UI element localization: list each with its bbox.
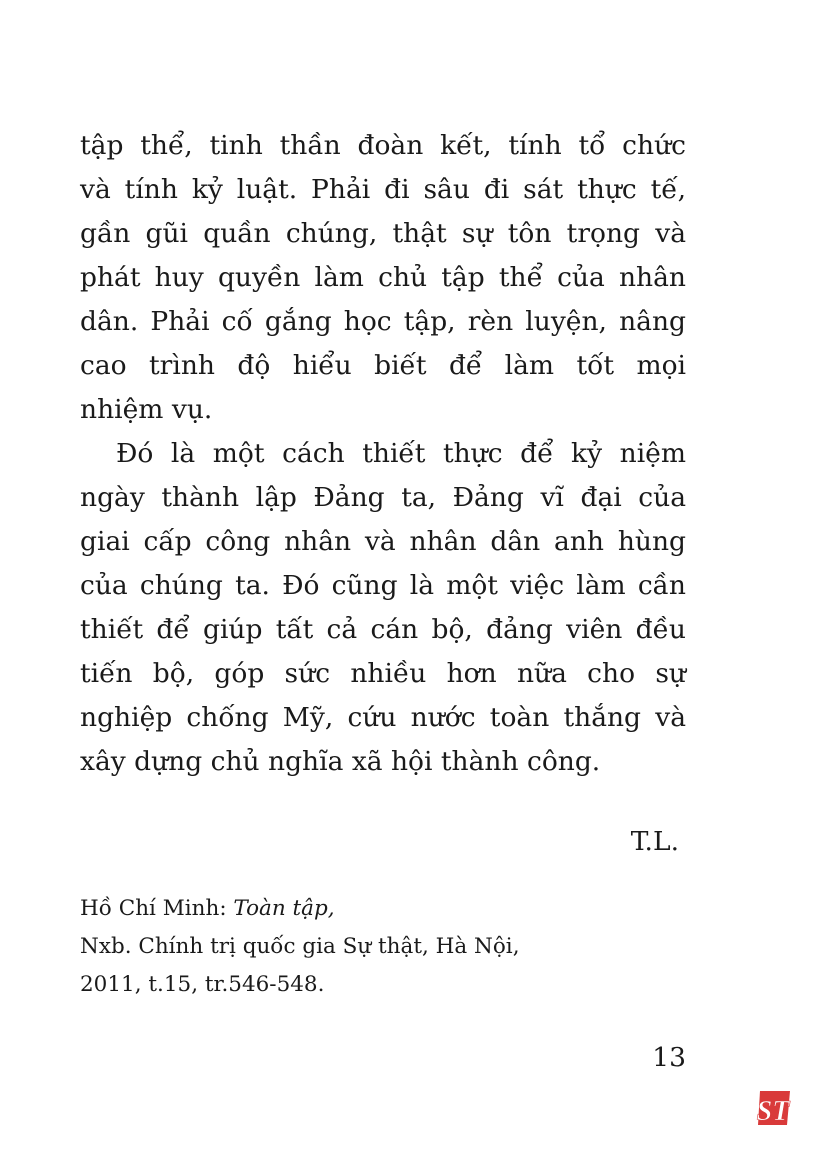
- text-line: nghiệp chống Mỹ, cứu nước toàn thắng và: [80, 702, 686, 733]
- citation: [80, 890, 520, 1004]
- text-line: phát huy quyền làm chủ tập thể của nhân: [80, 262, 686, 293]
- citation-title: Toàn tập,: [233, 896, 335, 921]
- text-line: nhiệm vụ.: [80, 394, 213, 425]
- signature: T.L.: [630, 826, 679, 857]
- text-line: thiết để giúp tất cả cán bộ, đảng viên đều: [80, 614, 686, 645]
- text-line: ngày thành lập Đảng ta, Đảng vĩ đại của: [80, 482, 686, 513]
- text-line: tập thể, tinh thần đoàn kết, tính tổ chức: [80, 130, 686, 161]
- text-line: cao trình độ hiểu biết để làm tốt mọi: [80, 350, 686, 381]
- page-number: 13: [652, 1042, 686, 1073]
- body-text: [80, 124, 686, 784]
- svg-text:ST: ST: [756, 1096, 790, 1127]
- publisher-logo-icon: [756, 1088, 792, 1128]
- text-line: Đó là một cách thiết thực để kỷ niệm: [116, 438, 686, 469]
- text-line: của chúng ta. Đó cũng là một việc làm cần: [80, 570, 686, 601]
- text-line: gần gũi quần chúng, thật sự tôn trọng và: [80, 218, 686, 249]
- citation-publisher: Nxb. Chính trị quốc gia Sự thật, Hà Nội,: [80, 934, 520, 959]
- text-line: tiến bộ, góp sức nhiều hơn nữa cho sự: [80, 658, 686, 689]
- text-line: xây dựng chủ nghĩa xã hội thành công.: [80, 746, 601, 777]
- text-line: và tính kỷ luật. Phải đi sâu đi sát thực tế,: [80, 174, 686, 205]
- text-line: giai cấp công nhân và nhân dân anh hùng: [80, 526, 686, 557]
- text-line: dân. Phải cố gắng học tập, rèn luyện, nâng: [80, 306, 686, 337]
- citation-details: 2011, t.15, tr.546-548.: [80, 972, 325, 997]
- citation-author: Hồ Chí Minh:: [80, 896, 234, 921]
